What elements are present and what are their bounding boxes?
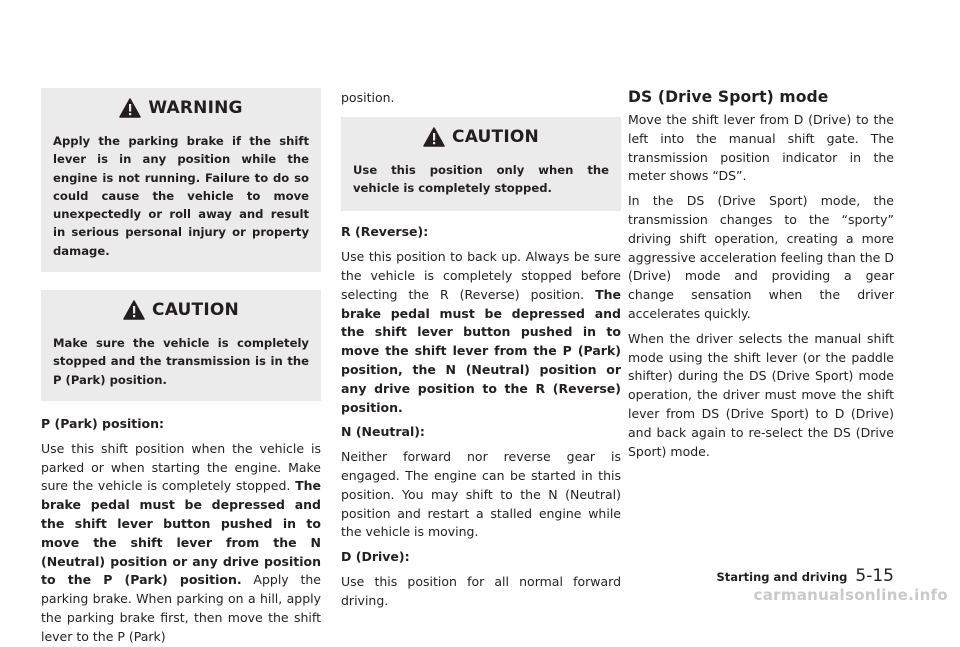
warning-box [41,88,321,272]
neutral-text: Neither forward nor reverse gear is engaged. The engine can be started in this position. You may shift to the N (Neutral) position and restart a stalled engine while the vehicle is moving. [341,449,621,540]
drive-label: D (Drive): [341,549,410,565]
warning-triangle-icon [119,98,141,118]
warning-text: Apply the parking brake if the shift lever is in any position while the engine is not running. Failure to do so could cause the vehicle to move unexpectedly or roll away and result in serious personal injury or property damage. [53,134,309,258]
caution-header [53,300,309,320]
ds-mode-paragraph-2: In the DS (Drive Sport) mode, the transmission changes to the “sporty” driving shift operation, creating a more aggressive acceleration feeling than the D (Drive) mode and providing a gear change sensation when the driver accelerates quickly. [628,193,894,321]
middle-column [341,89,621,611]
ds-mode-paragraph-3: When the driver selects the manual shift mode using the shift lever (or the paddle shifter) during the DS (Drive Sport) mode operation, the driver must move the shift lever from DS (Drive Sport) to D (Drive) and back again to re-select the DS (Drive Sport) mode. [628,330,894,459]
caution-box-park [41,290,321,401]
reverse-text [341,248,621,417]
park-continued: position. [341,90,395,105]
caution-text: Use this position only when the vehicle is completely stopped. [353,162,609,196]
reverse-text-bold: The brake pedal must be depressed and the shift lever button pushed in to move the shift lever from the P (Park) position, the N (Neutral) position or any drive position to the R (Reverse) position. [341,286,622,415]
park-text-b: Apply the parking brake. When parking on a hill, apply the parking brake first, then move the shift lever to the P (Park) [41,572,321,644]
reverse-label: R (Reverse): [341,224,429,240]
caution-title: CAUTION [152,300,239,321]
right-column [628,88,894,461]
caution-box-stop [341,117,621,212]
park-label: P (Park) position: [41,415,165,431]
park-text-bold: The brake pedal must be depressed and the shift lever button pushed in to move the shift lever from the N (Neutral) position or any drive position to the P (Park) position. [41,478,321,588]
caution-text: Make sure the vehicle is completely stopped and the transmission is in the P (Park) position. [53,336,309,387]
watermark: carmanualsonline.info [753,586,948,604]
ds-mode-heading: DS (Drive Sport) mode [628,88,829,106]
warning-triangle-icon [123,300,145,320]
park-text-a: Use this shift position when the vehicle is parked or when starting the engine. Make sure the vehicle is completely stopped. [41,440,321,494]
caution-title: CAUTION [452,126,539,147]
park-text [41,440,321,647]
footer-section-title: Starting and driving [716,570,848,584]
caution-header [353,127,609,147]
drive-text: Use this position for all normal forward driving. [341,573,621,608]
ds-mode-paragraph-1: Move the shift lever from D (Drive) to the left into the manual shift gate. The transmission position indicator in the meter shows “DS”. [628,112,894,184]
page-number: 5-15 [855,566,894,586]
warning-title: WARNING [148,98,243,118]
page-footer [716,566,894,586]
warning-header [53,98,309,118]
warning-triangle-icon [423,127,445,147]
neutral-label: N (Neutral): [341,424,425,440]
reverse-text-plain: Use this position to back up. Always be sure the vehicle is completely stopped before selecting the R (Reverse) position. [341,249,621,302]
left-column [41,88,321,647]
